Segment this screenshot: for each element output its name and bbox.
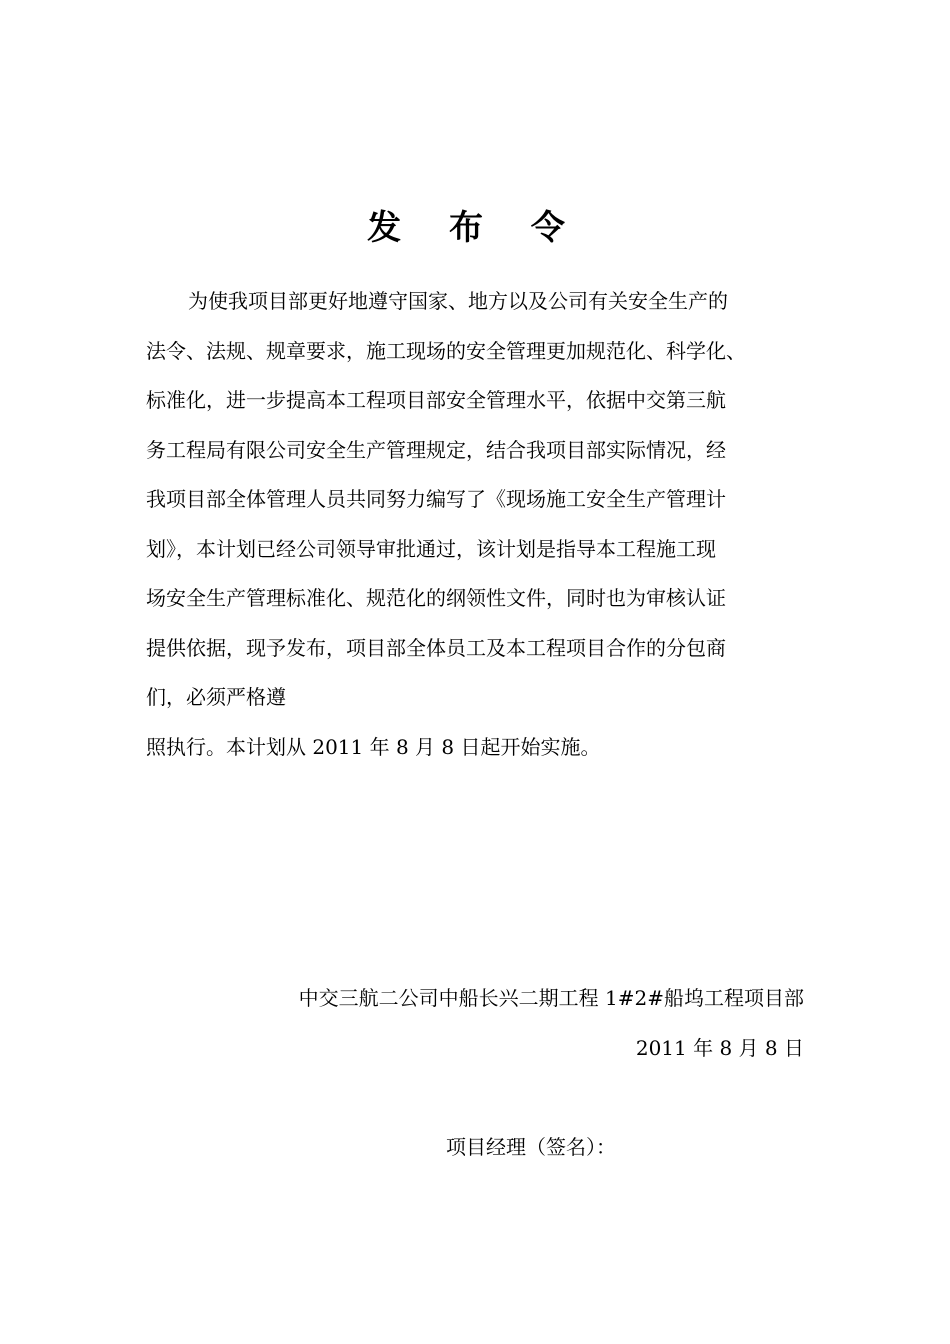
- manager-signature-label: 项目经理（签名）：: [446, 1135, 616, 1159]
- body-line-7: 场安全生产管理标准化、规范化的纲领性文件，同时也为审核认证: [146, 586, 726, 610]
- body-line-1: 为使我项目部更好地遵守国家、地方以及公司有关安全生产的: [188, 289, 728, 313]
- body-line-8: 提供依据，现予发布，项目部全体员工及本工程项目合作的分包商: [146, 636, 726, 660]
- document-title: 发 布 令: [367, 208, 583, 248]
- body-line-9: 们，必须严格遵: [146, 685, 286, 709]
- signature-organization: 中交三航二公司中船长兴二期工程 1#2#船坞工程项目部: [298, 986, 804, 1010]
- body-line-4: 务工程局有限公司安全生产管理规定，结合我项目部实际情况，经: [146, 438, 726, 462]
- body-line-6: 划》，本计划已经公司领导审批通过，该计划是指导本工程施工现: [146, 537, 716, 561]
- body-line-10: 照执行。本计划从 2011 年 8 月 8 日起开始实施。: [146, 735, 601, 759]
- body-line-5: 我项目部全体管理人员共同努力编写了《现场施工安全生产管理计: [146, 487, 726, 511]
- body-line-2: 法令、法规、规章要求，施工现场的安全管理更加规范化、科学化、: [146, 339, 746, 363]
- body-line-3: 标准化，进一步提高本工程项目部安全管理水平，依据中交第三航: [146, 388, 726, 412]
- signature-date: 2011 年 8 月 8 日: [635, 1036, 804, 1060]
